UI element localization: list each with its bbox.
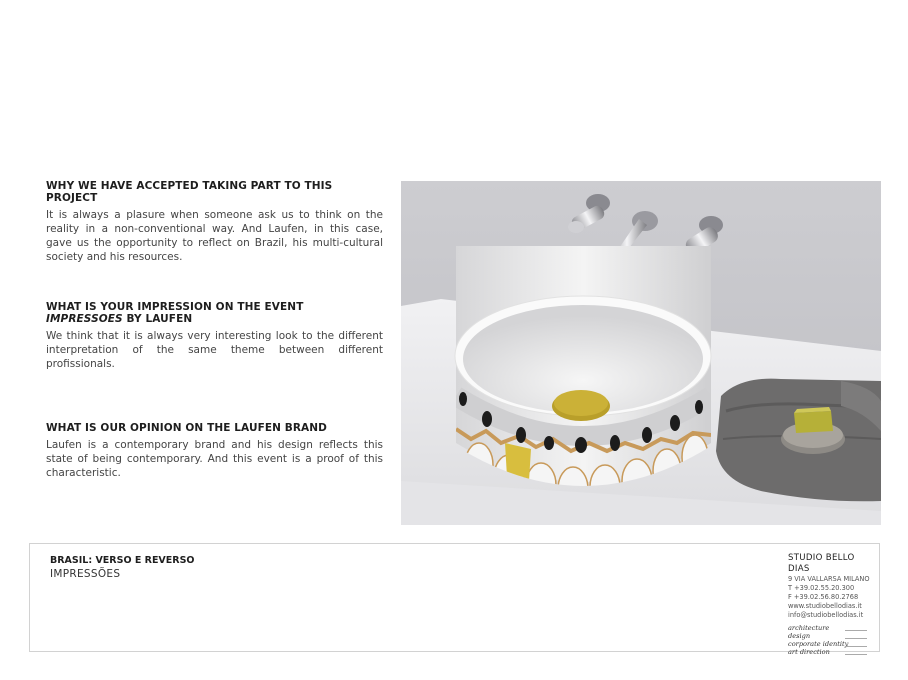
project-subtitle: IMPRESSÕES [50,568,121,580]
heading-prefix: WHAT IS YOUR IMPRESSION ON THE EVENT [46,301,304,313]
product-photo [401,181,881,525]
basin-drain [552,390,610,421]
heading-suffix: BY LAUFEN [122,313,193,325]
service-item: corporate identity [788,640,867,648]
section-body: We think that it is always very interesting look to the different interpretation of the same theme between different profissionals. [46,330,383,370]
section-opinion-brand [46,422,383,480]
studio-services [788,624,876,656]
section-body: Laufen is a contemporary brand and his design reflects this state of being contemporary. And this event is a proof of this characteristic. [46,439,383,479]
studio-name: STUDIO BELLO DIAS [788,553,855,574]
studio-address: 9 VIA VALLARSA MILANO [788,575,870,583]
section-impression-event [46,301,383,371]
project-title: BRASIL: VERSO E REVERSO [50,555,195,566]
studio-fax: F +39.02.56.80.2768 [788,593,859,601]
washbasin-illustration [401,181,881,525]
section-body: It is always a plasure when someone ask us to think on the reality in a non-conventional way. And Laufen, in this case, gave us the opportunity to reflect on Brazil, his multi-cultural society and his resources. [46,209,383,263]
studio-email: info@studiobellodias.it [788,611,864,619]
section-heading [46,301,383,325]
section-why-accepted [46,180,383,264]
service-item: design [788,632,867,640]
footer-box [29,543,880,656]
section-heading: WHY WE HAVE ACCEPTED TAKING PART TO THIS PROJECT [46,180,333,204]
heading-event-name: IMPRESSOES [46,313,123,325]
studio-phone: T +39.02.55.20.300 [788,584,855,592]
service-item: architecture [788,624,867,632]
section-heading: WHAT IS OUR OPINION ON THE LAUFEN BRAND [46,422,327,434]
studio-website: www.studiobellodias.it [788,602,862,610]
studio-contact-block [788,553,876,656]
service-item: art direction [788,648,867,656]
soap-bar [794,407,833,433]
